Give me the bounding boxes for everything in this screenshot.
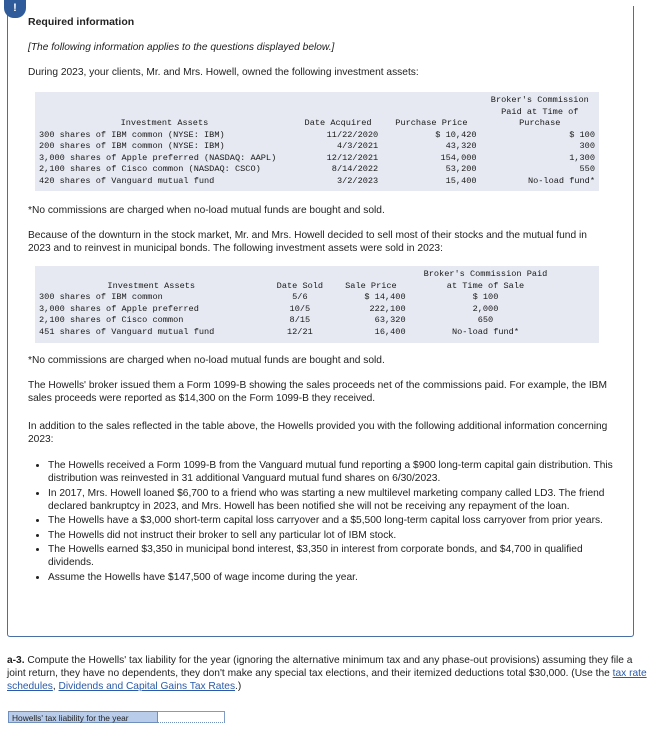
list-item: • The Howells earned $3,350 in municipal bond interest, $3,350 in interest from corporate bonds, and $4,700 in qualified dividends. — [48, 543, 628, 569]
table-row — [35, 153, 599, 165]
list-item: • Assume the Howells have $147,500 of wage income during the year. — [48, 571, 628, 584]
question-label: a-3. — [7, 655, 25, 666]
cell-price: 53,200 — [445, 164, 477, 174]
table-row — [35, 327, 599, 339]
cell-date: 12/12/2021 — [326, 152, 379, 163]
question-end: .) — [235, 681, 242, 692]
cell-price: 154,000 — [440, 152, 477, 163]
cell-commission: $ 100 — [472, 292, 499, 302]
cell-date: 4/3/2021 — [336, 141, 379, 151]
tax-liability-input[interactable] — [158, 711, 225, 723]
cell-date: 3/2/2023 — [336, 175, 379, 186]
answer-label: Howells' tax liability for the year — [8, 711, 158, 723]
header-asset: Investment Assets — [120, 118, 209, 128]
cell-price: 15,400 — [445, 175, 477, 186]
cell-asset: 2,100 shares of Cisco common (NASDAQ: CSCO) — [39, 164, 261, 174]
additional-info-paragraph: In addition to the sales reflected in the table above, the Howells provided you with the following additional information concerning 2023: — [28, 421, 608, 445]
table-row — [35, 141, 599, 153]
cell-price: 222,100 — [369, 303, 406, 314]
form-1099b-paragraph: The Howells' broker issued them a Form 1099-B showing the sales proceeds net of the commissions paid. For example, the IBM sales proceeds were reported as $14,300 on the Form 1099-B they received. — [28, 380, 607, 404]
table-row — [35, 292, 599, 304]
table-row — [35, 315, 599, 327]
cell-asset: 200 shares of IBM common (NYSE: IBM) — [39, 141, 225, 151]
header-commission — [481, 95, 599, 130]
cell-commission: 650 — [477, 315, 494, 325]
list-item: • In 2017, Mrs. Howell loaned $6,700 to a friend who was starting a new multilevel marketing company called LD3. The friend declared bankruptcy in 2023, and Mrs. Howell has been notified she will not be receiving any repayment of the loan. — [48, 487, 628, 513]
cell-price: $ 10,420 — [435, 129, 477, 140]
list-item: • The Howells did not instruct their broker to sell any particular lot of IBM stock. — [48, 529, 628, 542]
cell-commission: $ 100 — [569, 129, 595, 140]
answer-row — [8, 711, 225, 723]
header-commission-line3: Purchase — [519, 118, 561, 128]
cell-price: 43,320 — [445, 141, 477, 151]
cell-commission: 2,000 — [472, 303, 499, 314]
header-asset: Investment Assets — [107, 280, 196, 291]
intro-text: During 2023, your clients, Mr. and Mrs. Howell, owned the following investment assets: — [28, 67, 419, 78]
header-date-acquired: Date Acquired — [304, 118, 372, 128]
cell-date: 8/14/2022 — [331, 164, 379, 174]
header-commission-line1: Broker's Commission Paid — [423, 269, 548, 279]
cell-asset: 2,100 shares of Cisco common — [39, 315, 184, 325]
header-date-sold: Date Sold — [276, 280, 324, 291]
dividends-capital-gains-link[interactable]: Dividends and Capital Gains Tax Rates — [58, 681, 236, 692]
cell-date: 10/5 — [289, 303, 311, 314]
table-row — [35, 304, 599, 316]
sales-table — [35, 266, 599, 343]
sales-paragraph: Because of the downturn in the stock market, Mr. and Mrs. Howell decided to sell most of their stocks and the mutual fund in 2023 and to reinvest in municipal bonds. The following investment assets were sold in 2023: — [28, 230, 587, 254]
table-row — [35, 130, 599, 142]
cell-commission: 1,300 — [569, 152, 595, 163]
cell-asset: 451 shares of Vanguard mutual fund — [39, 326, 215, 337]
footnote-purchases: *No commissions are charged when no-load mutual funds are bought and sold. — [28, 205, 385, 216]
header-purchase-price: Purchase Price — [395, 118, 468, 128]
section-title: Required information — [28, 16, 135, 28]
list-item: • The Howells have a $3,000 short-term capital loss carryover and a $5,500 long-term capital loss carryover from prior years. — [48, 514, 628, 527]
question-text: Compute the Howells' tax liability for the year (ignoring the alternative minimum tax and any phase-out provisions) assuming they file a joint return, they have no dependents, they don't make any special tax elections, and their itemized deductions total $30,000. (Use the — [7, 655, 633, 679]
cell-commission: No-load fund* — [527, 175, 595, 186]
header-sale-price: Sale Price — [345, 280, 397, 291]
cell-price: $ 14,400 — [364, 292, 406, 302]
cell-commission: 300 — [579, 141, 595, 151]
additional-info-list — [28, 459, 628, 585]
header-commission-line2: at Time of Sale — [446, 280, 525, 291]
header-commission-line2: Paid at Time of — [501, 106, 579, 117]
alert-icon: ! — [4, 0, 26, 18]
question-a3 — [7, 654, 647, 693]
link-separator: , — [52, 681, 59, 692]
cell-commission: 550 — [579, 164, 595, 174]
footnote-sales: *No commissions are charged when no-load mutual funds are bought and sold. — [28, 355, 385, 366]
list-item: • The Howells received a Form 1099-B from the Vanguard mutual fund reporting a $900 long-term capital gain distribution. This distribution was reinvested in 31 additional Vanguard mutual fund shares on 6/30/2023. — [48, 459, 628, 485]
cell-date: 11/22/2020 — [326, 129, 379, 140]
cell-commission: No-load fund* — [451, 326, 519, 337]
cell-price: 16,400 — [374, 326, 406, 337]
header-commission-line1: Broker's Commission — [490, 95, 589, 105]
cell-date: 12/21 — [286, 326, 313, 337]
table-row — [35, 164, 599, 176]
applies-note: [The following information applies to the questions displayed below.] — [28, 42, 335, 53]
cell-asset: 3,000 shares of Apple preferred — [39, 303, 199, 314]
tax-rate-schedules-link[interactable]: tax rate schedules — [7, 668, 647, 692]
assets-table — [35, 92, 599, 191]
cell-asset: 300 shares of IBM common (NYSE: IBM) — [39, 129, 225, 140]
cell-asset: 420 shares of Vanguard mutual fund — [39, 175, 215, 186]
table-row — [35, 176, 599, 188]
cell-date: 5/6 — [292, 292, 308, 302]
cell-asset: 300 shares of IBM common — [39, 292, 163, 302]
cell-asset: 3,000 shares of Apple preferred (NASDAQ: AAPL) — [39, 152, 277, 163]
cell-date: 8/15 — [289, 315, 311, 325]
header-commission — [410, 269, 562, 292]
cell-price: 63,320 — [374, 315, 406, 325]
